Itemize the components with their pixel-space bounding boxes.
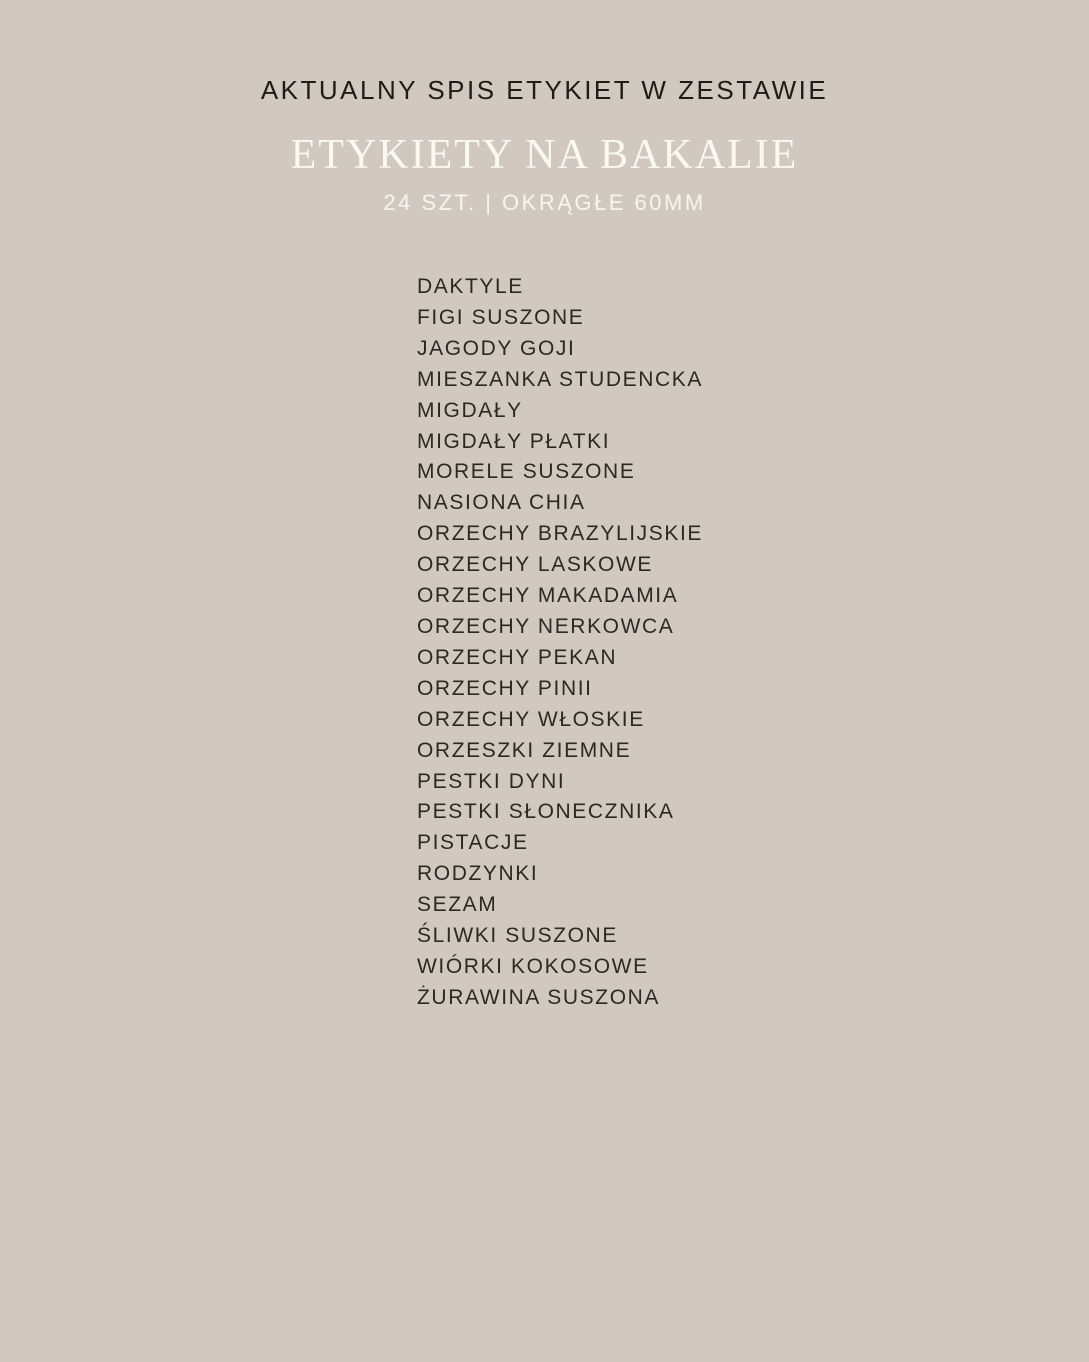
list-item: PESTKI SŁONECZNIKA <box>417 800 675 824</box>
list-item: FIGI SUSZONE <box>417 305 585 329</box>
list-item: MIESZANKA STUDENCKA <box>417 367 703 391</box>
set-title: ETYKIETY NA BAKALIE <box>290 132 799 178</box>
list-item: ORZECHY WŁOSKIE <box>417 707 645 731</box>
list-item: MIGDAŁY <box>417 398 523 422</box>
list-item: NASIONA CHIA <box>417 491 586 515</box>
list-item: ORZECHY LASKOWE <box>417 553 653 577</box>
set-subtitle: 24 SZT. | OKRĄGŁE 60MM <box>383 190 706 215</box>
list-item: PISTACJE <box>417 831 529 855</box>
list-item: ORZECHY NERKOWCA <box>417 614 675 638</box>
list-item: RODZYNKI <box>417 862 539 886</box>
list-item: MORELE SUSZONE <box>417 460 636 484</box>
list-item: WIÓRKI KOKOSOWE <box>417 954 649 978</box>
list-item: ORZESZKI ZIEMNE <box>417 738 632 762</box>
list-item: ŻURAWINA SUSZONA <box>417 985 661 1009</box>
list-item: ORZECHY BRAZYLIJSKIE <box>417 522 704 546</box>
list-item: DAKTYLE <box>417 275 524 298</box>
list-heading: AKTUALNY SPIS ETYKIET W ZESTAWIE <box>260 75 829 105</box>
list-item: ORZECHY PINII <box>417 676 593 700</box>
list-item: ORZECHY MAKADAMIA <box>417 584 679 608</box>
list-item: ORZECHY PEKAN <box>417 645 618 669</box>
list-item: SEZAM <box>417 893 498 917</box>
label-list <box>0 272 1089 1014</box>
list-item: MIGDAŁY PŁATKI <box>417 429 611 453</box>
list-item: PESTKI DYNI <box>417 769 566 793</box>
list-item: JAGODY GOJI <box>417 336 576 360</box>
list-item: ŚLIWKI SUSZONE <box>417 924 618 948</box>
